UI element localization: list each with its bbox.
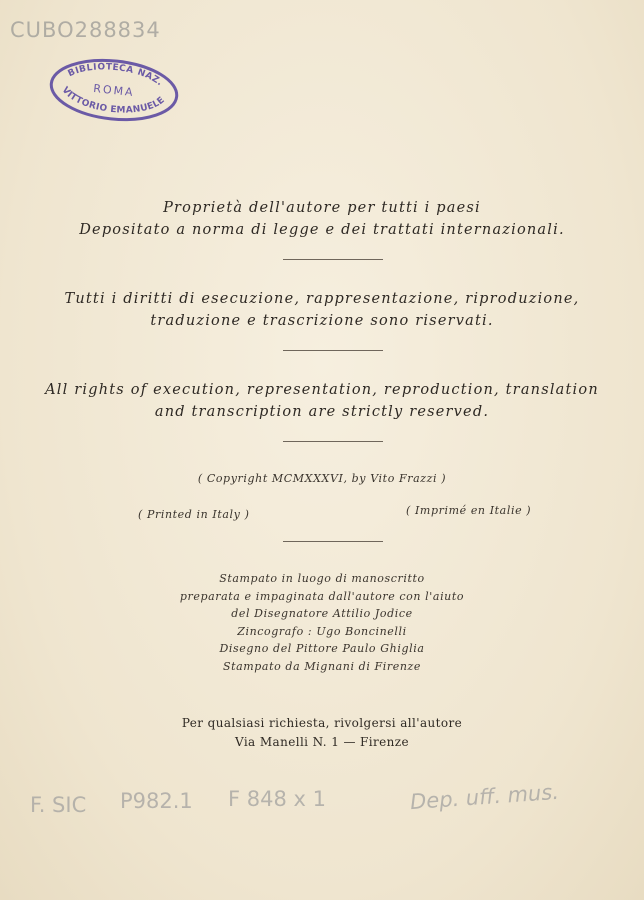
credits-line: del Disegnatore Attilio Jodice — [231, 607, 413, 620]
pencil-note: P982.1 — [120, 789, 193, 813]
rights-en-line2: and transcription are strictly reserved. — [154, 404, 490, 420]
printed-in-italy: ( Printed in Italy ) — [138, 508, 250, 521]
credits-line: Disegno del Pittore Paulo Ghiglia — [219, 642, 425, 655]
rights-it-line2: Depositato a norma di legge e dei trattati internazionali. — [79, 222, 565, 238]
divider — [283, 441, 383, 442]
rights-it-line1: Proprietà dell'autore per tutti i paesi — [163, 200, 481, 216]
credits-line: Stampato da Mignani di Firenze — [222, 659, 422, 673]
rights-block-italian — [0, 197, 644, 241]
divider — [283, 350, 383, 351]
catalog-number: CUBO288834 — [10, 18, 161, 42]
credits-block — [0, 570, 644, 675]
pencil-notes — [0, 779, 644, 825]
rights-block-performance — [0, 288, 644, 332]
pencil-note: F 848 x 1 — [228, 787, 326, 811]
imprime-en-italie: ( Imprimé en Italie ) — [406, 504, 532, 517]
stamp-bottom-text: VITTORIO EMANUELE — [59, 85, 167, 116]
copyright-line: ( Copyright MCMXXXVI, by Vito Frazzi ) — [197, 472, 447, 485]
divider — [283, 541, 383, 542]
contact-block — [0, 714, 644, 752]
contact-line2: Via Manelli N. 1 — Firenze — [234, 735, 410, 749]
stamp-top-text: BIBLIOTECA NAZ. — [66, 62, 165, 89]
library-stamp-graphic — [45, 51, 183, 128]
credits-line: Zincografo : Ugo Boncinelli — [237, 624, 407, 638]
credits-line: preparata e impaginata dall'autore con l'aiuto — [179, 589, 465, 603]
credits-line: Stampato in luogo di manoscritto — [219, 572, 425, 585]
rights-block-english — [0, 379, 644, 423]
rights-perf-line2: traduzione e trascrizione sono riservati. — [150, 313, 494, 329]
rights-perf-line1: Tutti i diritti di esecuzione, rappresentazione, riproduzione, — [64, 291, 580, 307]
stamp-middle-text: ROMA — [92, 81, 136, 100]
contact-line1: Per qualsiasi richiesta, rivolgersi all'autore — [181, 716, 463, 730]
rights-en-line1: All rights of execution, representation, reproduction, translation — [45, 382, 599, 398]
divider — [283, 259, 383, 260]
library-stamp — [45, 51, 183, 128]
pencil-note: F. SIC — [30, 793, 87, 817]
pencil-note: Dep. uff. mus. — [409, 779, 560, 815]
